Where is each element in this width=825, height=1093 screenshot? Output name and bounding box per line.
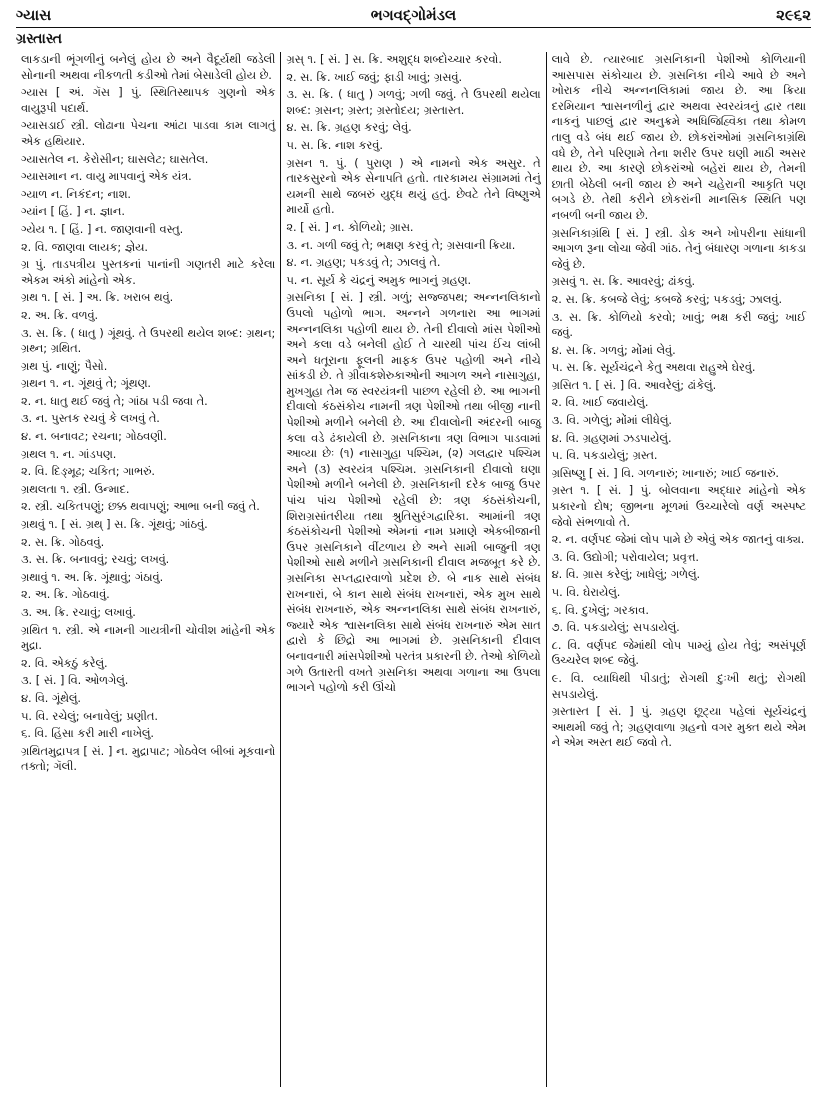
dictionary-entry: ૪. વિ. ગ્રાસ કરેલું; ખાધેલું; ગળેલું. (551, 568, 701, 582)
dictionary-entry: ગ્રસ્ત ૧. [ સં. ] પું. બોલવાના અદ્ધાર માંહેનો એક પ્રકારનો દોષ; જીભના મૂળમાં ઉચ્ચારેલો વર્ણ અસ્પષ્ટ જેવો સંભળાવો તે. (551, 484, 806, 529)
dictionary-entry: ગ્રસિત ૧. [ સં. ] વિ. આવરેલું; ઢાંકેલું. (551, 378, 717, 392)
dictionary-entry: ૬. વિ. દુખેલું; ગરકાવ. (551, 603, 649, 617)
dictionary-entry: ૨. સ. ક્રિ. ગોઠવવું. (21, 535, 105, 549)
dictionary-entry: ૨. [ સં. ] ન. કોળિયો; ગ્રાસ. (286, 220, 414, 234)
dictionary-entry: ગ્યાંન [ હિં. ] ન. જ્ઞાન. (21, 205, 125, 219)
dictionary-entry: ગ્યાસતેલ ન. કેરોસીન; ઘાસલેટ; ઘાસતેલ. (21, 152, 209, 166)
dictionary-entry: ગ્રથવું ૧. [ સં. ગ્રથ્ ] સ. ક્રિ. ગૂંથવું; ગાંઠવું. (21, 518, 208, 532)
dictionary-entry: ૪. ન. ગ્રહણ; પકડવું તે; ઝાલવું તે. (286, 256, 441, 270)
dictionary-entry: ૨. અ. ક્રિ. વળવું. (21, 308, 99, 322)
dictionary-entry: ૩. સ. ક્રિ. ( ધાતુ ) ગળવું; ગળી જવું. તે ઉપરથી થયેલા શબ્દ: ગ્રસન; ગ્રસ્ત; ગ્રસ્તોદય; ગ્રસ્તાસ્ત. (286, 88, 541, 117)
column-left (16, 52, 280, 1087)
dictionary-entry: ગ્રથ પું. નાણું; પૈસો. (21, 359, 108, 373)
dictionary-entry: ૩. સ. ક્રિ. કોળિયો કરવો; ખાવું; ભક્ષ કરી જવું; ખાઈ જવું. (551, 310, 806, 340)
dictionary-entry: ૪. વિ. ગ્રહણમાં ઝડપાયેલું. (551, 431, 672, 445)
dictionary-entry: ગ્રસનિકા [ સં. ] સ્ત્રી. ગળું; સજ્જપથ; અન્નનલિકાનો ઉપલો પહોળો ભાગ. અન્નને ગળનારા આ ભાગમાં અન્નનલિકા પહોળી થાય છે. તેની દીવાલો માંસ પેશીઓ અને કલા વડે બનેલી હોઈ તે ચારથી પાંચ ઈંચ લાંબી અને ધતૂરાના ફૂલની માફક ઉપર પહોળી અને નીચે સાંકડી છે. તે ગ્રીવાકશેરુકાઓની આગળ અને નાસાગુહા, મુખગુહા તેમ જ સ્વરયંત્રની પાછળ રહેલી છે. આ ભાગની દીવાલો કંઠસંકોચ નામની ત્રણ પેશીઓ તથા બીજી નાની પેશીઓ મળીને બનેલી છે. આ દીવાલોની અંદરની બાજુ કલા વડે ઢંકાયેલી છે. ગ્રસનિકાના ત્રણ વિભાગ પાડવામાં આવ્યા છેઃ (૧) નાસાગુહા પશ્ચિમ, (૨) ગલદ્વાર પશ્ચિમ અને (૩) સ્વરયંત્ર પશ્ચિમ. ગ્રસનિકાની દીવાલો ઘણા પેશીઓ મળીને બનેલી છે. ગ્રસનિકાની દરેક બાજુ ઉપર પાંચ પાંચ પેશીઓ રહેલી છે: ત્રણ કંઠસંકોચની, શિરાગ્રસાંતરીયા તથા શ્રુતિસુરંગદ્વારિકા. આમાંની ત્રણ કંઠસંકોચની પેશીઓ એમનાં નામ પ્રમાણે એકબીજાની ઉપર ગ્રસનિકાને વીંટળાય છે અને સામી બાજુની ત્રણ પેશીઓ સાથે મળીને ગ્રસનિકાની દીવાલ મજબૂત કરે છે. ગ્રસનિકા સપ્તદ્વારવાળો પ્રદેશ છે. બે નાક સાથે સંબંધ રાખનારાં, બે કાન સાથે સંબંધ રાખનારાં, એક મુખ સાથે સંબંધ રાખનારું, એક અન્નનલિકા સાથે સંબંધ રાખનારું, જ્યારે એક શ્વાસનલિકા સાથે સંબંધ રાખનારું એમ સાત દ્વારો કે છિદ્રો આ ભાગમાં છે. ગ્રસનિકાની દીવાલ બનાવનારી માંસપેશીઓ પરતંત્ર પ્રકારની છે. તેઓ કોળિયો ગળે ઉતારતી વખતે ગ્રસનિકા અથવા ગળાના આ ઉપલા ભાગને પહોળો કરી ઊંચો (286, 291, 541, 695)
dictionary-entry: ગ્રથિતમુદ્રાપત્ર [ સં. ] ન. મુદ્રાપાટ; ગોઠવેલ બીબાં મૂકવાનો તક્તો; ગૅલી. (21, 744, 276, 774)
dictionary-entry: ગ્રસન ૧. પું. ( પુરાણ ) એ નામનો એક અસુર. તે તારકસુરનો એક સેનાપતિ હતો. તારકામય સંગ્રામમાં તેનું યમની સાથે જબરું યુદ્ધ થયું હતું. છેવટે તેને વિષ્ણુએ માર્યો હતો. (286, 156, 541, 217)
dictionary-entry: ગ્યાસડાઈ સ્ત્રી. લોઢાના પેચના આંટા પાડવા કામ લાગતું એક હથિયાર. (21, 119, 276, 148)
dictionary-entry: ગ્યાસમાન ન. વાયુ માપવાનું એક યંત્ર. (21, 170, 192, 184)
dictionary-entry: ગ્રથ ૧. [ સં. ] અ. ક્રિ. ખરાબ થવું. (21, 291, 174, 305)
dictionary-entry: ૩. સ. ક્રિ. બનાવવું; રચવું; લખવું. (21, 553, 170, 567)
dictionary-entry: ૨. વિ. એકઠું કરેલું. (21, 656, 108, 670)
dictionary-entry: ગ્રસનિકાગ્રંથિ [ સં. ] સ્ત્રી. ડોક અને ખોપરીના સાંધાની આગળ રૂના લોચા જેવી ગાંઠ. તેનું બંધારણ ગળાના કાકડા જેવું છે. (551, 226, 806, 271)
dictionary-entry: ૭. વિ. પકડાયેલું; સપડાયેલું. (551, 621, 680, 635)
dictionary-entry: ૩. ન. પુસ્તક રચવું કે લખવું તે. (21, 412, 160, 426)
dictionary-entry: ૨. વિ. જાણવા લાયક; જ્ઞેય. (21, 240, 148, 254)
column-right (546, 52, 811, 1087)
dictionary-entry: ૩. વિ. ઉદ્યોગી; પરોવાયેલ; પ્રવૃત્ત. (551, 550, 699, 564)
dictionary-entry: ૩. વિ. ગળેલું; મોંમાં લીધેલું. (551, 414, 672, 428)
dictionary-entry: ૫. સ. ક્રિ. નાશ કરવું. (286, 138, 383, 152)
dictionary-entry: ૯. વિ. વ્યાધિથી પીડાતું; રોગથી દુઃખી થતું; રોગથી સપડાયેલું. (551, 671, 806, 701)
dictionary-entry: ૫. વિ. રચેલું; બનાવેલું; પ્રણીત. (21, 709, 158, 723)
dictionary-entry: ૨. વિ. દિઙ્મૂઢ; ચકિત; ગાભરું. (21, 465, 156, 479)
dictionary-entry: લાવે છે. ત્યારબાદ ગ્રસનિકાની પેશીઓ કોળિયાની આસપાસ સંકોચાય છે. ગ્રસનિકા નીચે આવે છે અને ખોરાક નીચે અન્નનલિકામાં જાય છે. આ ક્રિયા દરમિયાન શ્વાસનળીનું દ્વાર અથવા સ્વરયંત્રનું દ્વાર તથા નાકનું પાછલું દ્વાર અનુક્રમે અધિજિહ્વિકા તથા કોમળ તાલુ વડે બંધ થઈ જાય છે. છોકરાંઓમાં ગ્રસનિકાગ્રંથિ વધે છે, તેને પરિણામે તેના શરીર ઉપર ઘણી માઠી અસર થાય છે. આ કારણે છોકરાંઓ બહેરાં થાય છે, તેમની છાતી બેઠેલી બની જાય છે અને ચહેરાની આકૃતિ પણ બગડે છે. તેથી કરીને છોકરાંની માનસિક સ્થિતિ પણ નબળી બની જાય છે. (551, 53, 806, 222)
dictionary-entry: ગ્રથન ૧. ન. ગૂંથવું તે; ગૂંથણ. (21, 377, 152, 391)
dictionary-entry: ગ્રથલતા ૧. સ્ત્રી. ઉન્માદ. (21, 482, 130, 496)
dictionary-entry: ગ્યેય ૧. [ હિં. ] ન. જાણવાની વસ્તુ. (21, 222, 184, 236)
dictionary-entry: ૨. અ. ક્રિ. ગોઠવાવું. (21, 588, 110, 602)
header-rule (16, 27, 811, 28)
dictionary-entry: ગ્રથિત ૧. સ્ત્રી. એ નામની ગાયત્રીની ચોવીશ માંહેની એક મુદ્રા. (21, 623, 276, 653)
dictionary-entry: ૪. સ. ક્રિ. ગળવું; મોંમાં લેવું. (551, 343, 676, 357)
header-left-word: ગ્યાસ (16, 6, 52, 24)
dictionary-entry: ૬. વિ. હિંસા કરી મારી નાખેલું. (21, 727, 155, 741)
dictionary-entry: ૪. ન. બનાવટ; રચના; ગોઠવણી. (21, 430, 167, 444)
dictionary-entry: ૨. સ. ક્રિ. ખાઈ જવું; ફાડી ખાવું; ગ્રસવું. (286, 70, 463, 84)
dictionary-entry: ૫. ન. સૂર્ય કે ચંદ્રનું અમુક ભાગનું ગ્રહણ. (286, 273, 472, 287)
dictionary-entry: ૮. વિ. વર્ણપદ જેમાંથી લોપ પામ્યું હોય તેવું; અસંપૂર્ણ ઉચ્ચરેલ શબ્દ જેવું. (551, 638, 806, 668)
dictionary-entry: ૩. ન. ગળી જવું તે; ભક્ષણ કરવું તે; ગ્રસવાની ક્રિયા. (286, 238, 516, 252)
header-title: ભગવદ્ગોમંડલ (370, 6, 457, 24)
dictionary-entry: ૩. અ. ક્રિ. રચાવું; લખાવું. (21, 606, 136, 619)
dictionary-entry: ૫. વિ. પકડાયેલું; ગ્રસ્ત. (551, 449, 658, 463)
page-number: ૨૯૬૨ (776, 6, 811, 24)
dictionary-entry: ગ્રથાવું ૧. અ. ક્રિ. ગૂંથાવું; ગંઠાવું. (21, 570, 164, 584)
page-header (16, 4, 811, 26)
dictionary-entry: ૫. વિ. ઘેરાયેલું. (551, 586, 621, 599)
dictionary-entry: ૩. સ. ક્રિ. ( ધાતુ ) ગૂંથવું. તે ઉપરથી થયેલ શબ્દ: ગ્રથન; ગ્રથ્ન; ગ્રથિત. (21, 326, 276, 356)
dictionary-entry: ગ્ર પું. તાડપત્રીય પુસ્તકનાં પાનાંની ગણતરી માટે કરેલા એકમ અંકો માંહેનો એક. (21, 258, 276, 287)
dictionary-columns (16, 52, 811, 1087)
dictionary-entry: ૪. સ. ક્રિ. ગ્રહણ કરવું; લેવું. (286, 121, 412, 135)
dictionary-entry: ૨. સ. ક્રિ. કબજે લેવું; કબજે કરવું; પકડવું; ઝાલવું. (551, 292, 783, 306)
dictionary-entry: ગ્યાસ [ અં. ગૅસ ] પું. સ્થિતિસ્થાપક ગુણનો એક વાયુરૂપી પદાર્થ. (21, 86, 276, 115)
dictionary-entry: ૫. સ. ક્રિ. સૂર્યચંદ્રને કેતુ અથવા રાહુએ ઘેરવું. (551, 361, 756, 375)
dictionary-entry: ગ્રસિષ્ણુ [ સં. ] વિ. ગળનારું; ખાનારું; ખાઈ જનારું. (551, 466, 779, 480)
dictionary-entry: ૨. ન. વર્ણપદ જેમાં લોપ પામે છે એવું એક જાતનું વાક્ય. (551, 533, 805, 547)
dictionary-entry: ગ્રસ્ ૧. [ સં. ] સ. ક્રિ. અશુદ્ધ શબ્દોચ્ચાર કરવો. (286, 53, 502, 66)
dictionary-entry: ૪. વિ. ગૂંથેલું. (21, 691, 82, 705)
dictionary-entry: ગ્યાળ ન. નિકંદન; નાશ. (21, 187, 131, 201)
section-label: ગ્રસ્તાસ્ત (16, 31, 63, 47)
dictionary-entry: લાકડાની ભૂંગળીનું બનેલું હોય છે અને વૈદૂર્યથી જડેલી સોનાની અથવા નીકળતી કડીઓ તેમાં બેસાડેલી હોય છે. (21, 53, 276, 82)
dictionary-entry: ૨. વિ. ખાઈ જવાયેલું. (551, 396, 649, 410)
dictionary-entry: ૩. [ સં. ] વિ. ઓળગેલું. (21, 674, 129, 688)
dictionary-entry: ગ્રસ્તાસ્ત [ સં. ] પું. ગ્રહણ છૂટ્યા પહેલાં સૂર્યચંદ્રનું આથમી જવું તે; ગ્રહણવાળા ગ્રહનો વગર મુક્ત થયે એમ ને એમ અસ્ત થઈ જવો તે. (551, 705, 806, 750)
dictionary-entry: ૨. સ્ત્રી. ચકિતપણું; છક્ક થવાપણું; આભા બની જવું તે. (21, 500, 260, 514)
dictionary-entry: ગ્રથલ ૧. ન. ગાંડપણ. (21, 447, 117, 461)
dictionary-entry: ૨. ન. ધાતુ થઈ જવું તે; ગાંઠા પડી જવા તે. (21, 394, 208, 408)
column-middle (280, 52, 545, 1087)
dictionary-entry: ગ્રસવું ૧. સ. ક્રિ. આવરવું; ઢાંકવું. (551, 275, 696, 289)
